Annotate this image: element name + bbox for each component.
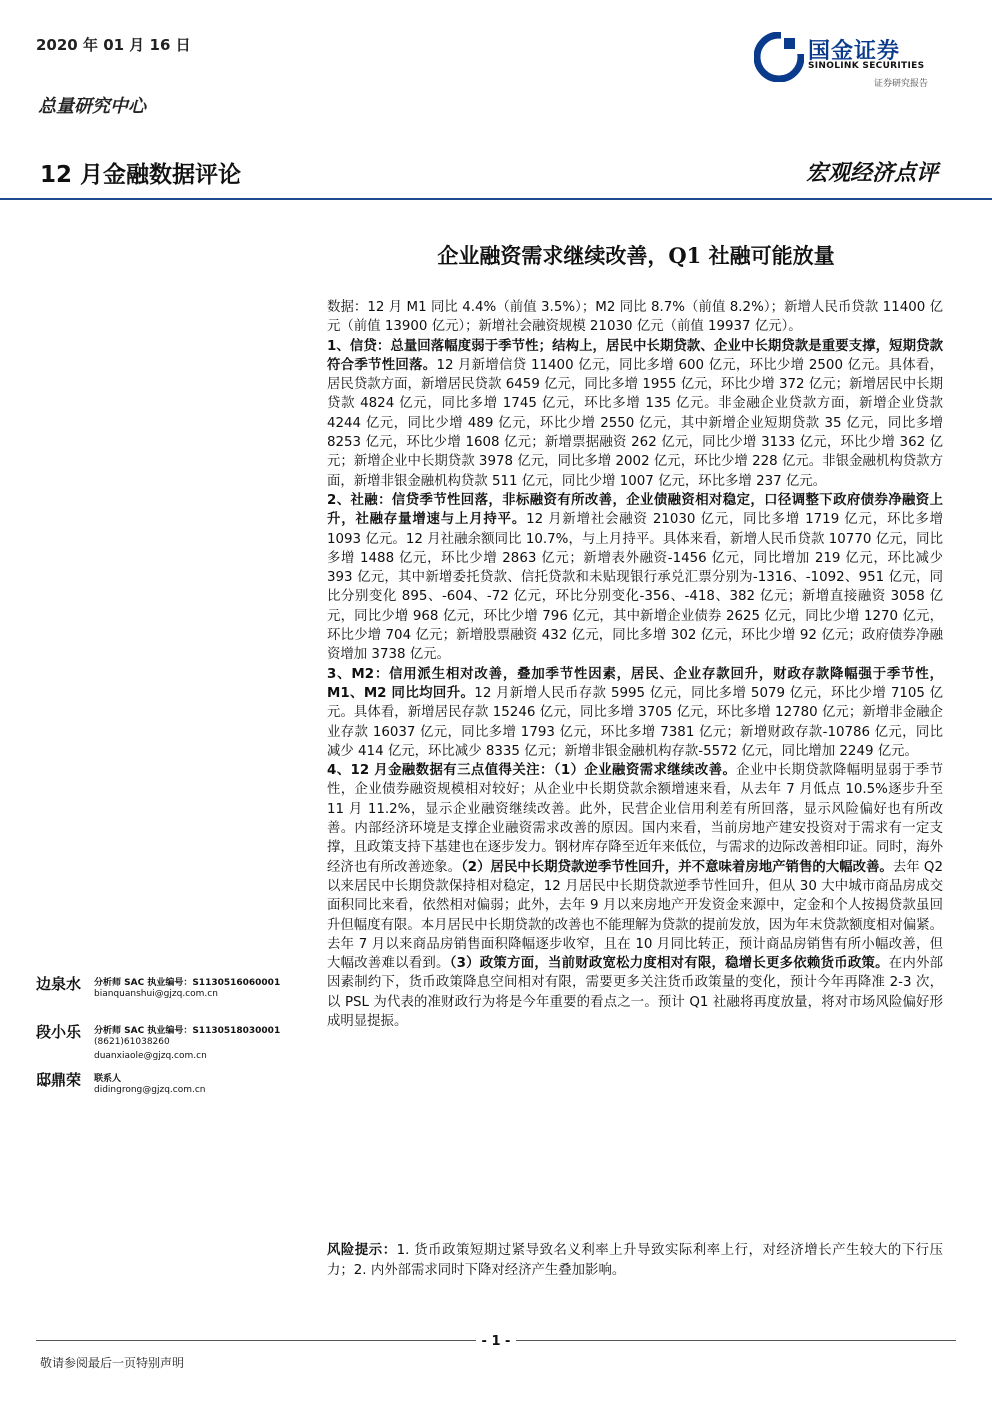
analyst-name: 段小乐	[36, 1023, 82, 1041]
paragraph-data-text: 数据：12 月 M1 同比 4.4%（前值 3.5%）；M2 同比 8.7%（前值 8.2%）；新增人民币贷款 11400 亿元（前值 13900 亿元）；新增社会融资规模 21030 亿元（前值 19937 亿元）。	[327, 300, 943, 335]
analyst-email: bianquanshui@gjzq.com.cn	[94, 989, 218, 999]
report-category: 宏观经济点评	[805, 160, 938, 186]
analyst-name: 边泉水	[36, 975, 82, 993]
highlight-1-heading: 4、12 月金融数据有三点值得关注：（1）企业融资需求继续改善。	[327, 763, 737, 779]
logo-name-en: SINOLINK SECURITIES	[808, 61, 925, 71]
highlight-3-text: 在内外部因素制约下，货币政策降息空间相对有限，需要更多关注货币政策量的变化，预计今年再降准 2-3 次，以 PSL 为代表的准财政行为将是今年重要的看点之一。预计 Q1 社融将再度放量，将对市场风险偏好形成明显提振。	[327, 956, 944, 1029]
analyst-role: 分析师 SAC 执业编号：S1130518030001	[94, 1026, 281, 1036]
page-number: - 1 -	[481, 1334, 511, 1349]
highlight-2-heading: （2）居民中长期贷款逆季节性回升，并不意味着房地产销售的大幅改善。	[461, 859, 893, 875]
highlight-1-text: 企业中长期贷款降幅明显弱于季节性，企业债券融资规模相对较好；从企业中长期贷款余额增速来看，从去年 7 月低点 10.5%逐步升至 11 月 11.2%，显示企业融资继续改善。此外，民营企业信用利差有所回落，显示风险偏好也有所改善。内部经济环境是支撑企业融资需求改善的原因。国内来看，当前房地产建安投资对于需求有一定支撑，且政策支持下基建也在逐步发力。钢材库存降至近年来低位，与需求的边际改善相印证。同时，海外经济也有所改善迹象。	[327, 763, 943, 875]
risk-text: 1. 货币政策短期过紧导致名义利率上升导致实际利率上行，对经济增长产生较大的下行压力；2. 内外部需求同时下降对经济产生叠加影响。	[327, 1243, 944, 1278]
paragraph-m2-heading: 3、M2：信用派生相对改善，叠加季节性因素，居民、企业存款回升，财政存款降幅强于季节性，M1、M2 同比均回升。	[327, 666, 943, 701]
paragraph-social-financing-text: 12 月新增社会融资 21030 亿元，同比多增 1719 亿元，环比多增 1093 亿元。12 月社融余额同比 10.7%，与上月持平。具体来看，新增人民币贷款 10770 亿元，同比多增 1488 亿元，环比少增 2863 亿元；新增表外融资-1456 亿元，同比增加 219 亿元，环比减少 393 亿元，其中新增委托贷款、信托贷款和未贴现银行承兑汇票分别为-1316、-1092、951 亿元，同比分别变化 895、-604、-72 亿元，环比分别变化-356、-418、382 亿元；新增直接融资 3058 亿元，同比少增 968 亿元，环比少增 796 亿元，其中新增企业债券 2625 亿元，同比少增 1270 亿元，环比少增 704 亿元；新增股票融资 432 亿元，同比多增 302 亿元，环比少增 92 亿元；政府债券净融资增加 3738 亿元。	[327, 512, 944, 663]
logo-name-cn: 国金证券	[808, 39, 901, 64]
header-divider	[0, 198, 992, 200]
headline: 企业融资需求继续改善，Q1 社融可能放量	[437, 243, 835, 268]
highlight-2-text: 去年 Q2 以来居民中长期贷款保持相对稳定，12 月居民中长期贷款逆季节性回升，但从 30 大中城市商品房成交面积同比来看，依然相对偏弱；此外，去年 9 月以来房地产开发资金来源中，定金和个人按揭贷款虽回升但幅度有限。本月居民中长期贷款的改善也不能理解为贷款的提前发放，因为年末贷款额度相对偏紧。去年 7 月以来商品房销售面积降幅逐步收窄，且在 10 月同比转正，预计商品房销售有所小幅改善，但大幅改善难以看到。	[327, 859, 943, 972]
paragraph-highlights	[327, 761, 943, 1031]
report-title: 12 月金融数据评论	[40, 162, 242, 188]
risk-label: 风险提示：	[327, 1243, 397, 1258]
footer-disclaimer: 敬请参阅最后一页特别声明	[40, 1356, 185, 1370]
report-date: 2020 年 01 月 16 日	[36, 36, 191, 54]
company-logo	[754, 30, 954, 92]
analyst-email: didingrong@gjzq.com.cn	[94, 1085, 206, 1095]
report-body	[327, 298, 943, 1031]
paragraph-m2-text: 12 月新增人民币存款 5995 亿元，同比多增 5079 亿元，环比少增 7105 亿元。具体看，新增居民存款 15246 亿元，同比多增 3705 亿元，环比多增 12780 亿元；新增非金融企业存款 16037 亿元，同比多增 1793 亿元，环比多增 7381 亿元；新增财政存款-10786 亿元，同比减少 414 亿元，环比减少 8335 亿元；新增非银金融机构存款-5572 亿元，同比增加 2249 亿元。	[327, 685, 943, 759]
analyst-role: 分析师 SAC 执业编号：S1130516060001	[94, 978, 281, 988]
paragraph-m2	[327, 665, 943, 761]
paragraph-social-financing	[327, 491, 943, 665]
logo-subtitle: 证券研究报告	[874, 79, 929, 89]
paragraph-credit-text: 12 月新增信贷 11400 亿元，同比多增 600 亿元，环比少增 2500 亿元。具体看，居民贷款方面，新增居民贷款 6459 亿元，同比多增 1955 亿元，环比少增 372 亿元；新增居民中长期贷款 4824 亿元，同比多增 1745 亿元，环比多增 135 亿元。非金融企业贷款方面，新增企业贷款 4244 亿元，同比少增 489 亿元，环比少增 2550 亿元，其中新增企业短期贷款 35 亿元，同比多增 8253 亿元，环比少增 1608 亿元；新增票据融资 262 亿元，同比少增 3133 亿元，环比少增 362 亿元；新增企业中长期贷款 3978 亿元，同比多增 2002 亿元，环比少增 228 亿元。非银金融机构贷款方面，新增非银金融机构贷款 511 亿元，同比少增 1007 亿元，环比多增 237 亿元。	[327, 357, 943, 489]
analyst-name: 邸鼎荣	[36, 1071, 82, 1089]
paragraph-data	[327, 298, 943, 337]
paragraph-social-financing-heading: 2、社融：信贷季节性回落，非标融资有所改善，企业债融资相对稳定，口径调整下政府债券净融资上升，社融存量增速与上月持平。	[327, 492, 943, 528]
analyst-phone: (8621)61038260	[94, 1037, 170, 1047]
analyst-email: duanxiaole@gjzq.com.cn	[94, 1051, 207, 1061]
paragraph-credit	[327, 337, 943, 491]
logo-emblem-icon	[754, 32, 804, 82]
department-name: 总量研究中心	[38, 96, 146, 117]
risk-warning	[327, 1241, 943, 1281]
highlight-3-heading: （3）政策方面，当前财政宽松力度相对有限，稳增长更多依赖货币政策。	[449, 956, 889, 972]
paragraph-credit-heading: 1、信贷：总量回落幅度弱于季节性；结构上，居民中长期贷款、企业中长期贷款是重要支撑，短期贷款符合季节性回落。	[327, 338, 943, 373]
analyst-role: 联系人	[94, 1074, 122, 1084]
